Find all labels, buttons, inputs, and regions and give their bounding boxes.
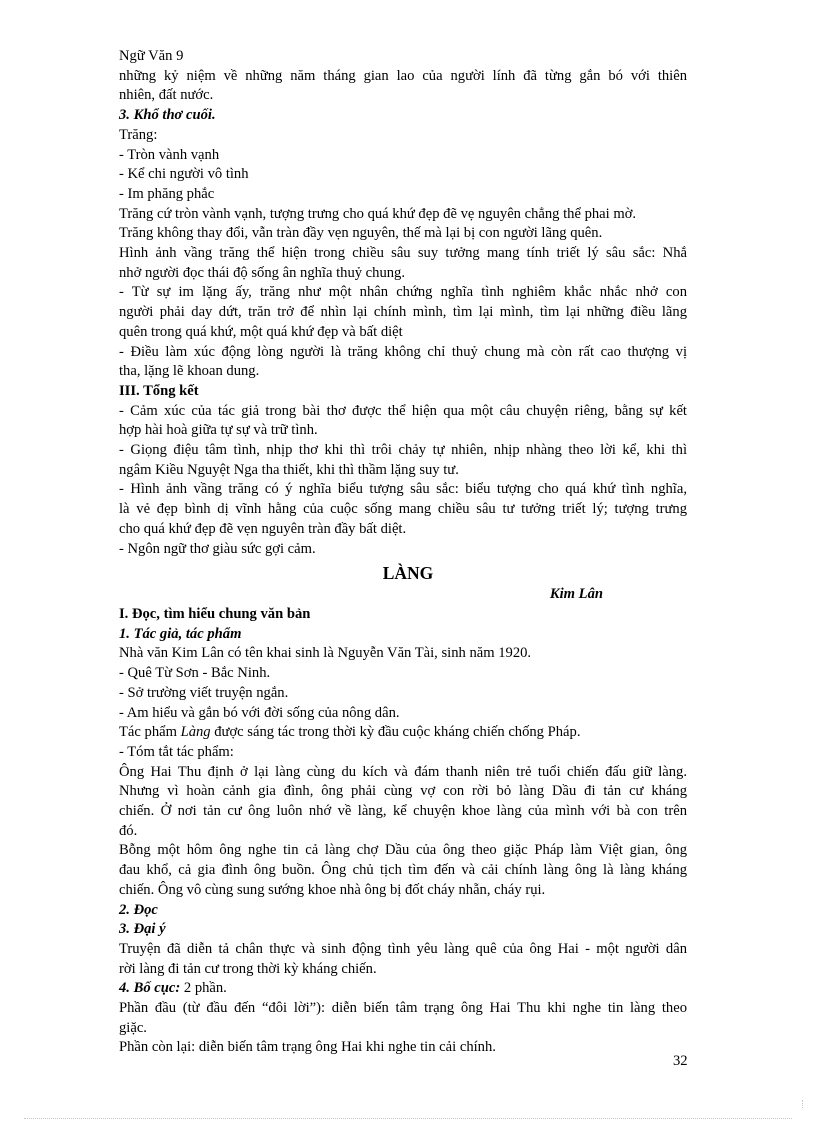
text-line: - Im phăng phắc bbox=[119, 185, 215, 202]
text-line: tha, lặng lẽ khoan dung. bbox=[119, 363, 260, 380]
text-line: Phần còn lại: diễn biến tâm trạng ông Hai khi nghe tin cải chính. bbox=[119, 1039, 496, 1056]
text-line: người phải day dứt, trăn trở để nhìn lại chính mình, tìm lại mình, tìm lại những điều lãng bbox=[119, 304, 687, 321]
author-facts bbox=[119, 644, 687, 723]
section-heading-summary: III. Tổng kết bbox=[119, 382, 199, 399]
subsection-heading-author-work: 1. Tác giả, tác phẩm bbox=[119, 625, 242, 642]
paragraph bbox=[119, 841, 687, 900]
text-line: những kỷ niệm về những năm tháng gian lao của người lính đã từng gắn bó với thiên bbox=[119, 67, 687, 84]
text-line: nhở người đọc thái độ sống ân nghĩa thuỷ chung. bbox=[119, 264, 405, 281]
work-prefix: Tác phẩm bbox=[119, 724, 181, 741]
text-line: Nhà văn Kim Lân có tên khai sinh là Nguyễn Văn Tài, sinh năm 1920. bbox=[119, 645, 532, 662]
text-line: - Quê Từ Sơn - Bắc Ninh. bbox=[119, 665, 271, 682]
text-line: Truyện đã diễn tả chân thực và sinh động tình yêu làng quê của ông Hai - một người dân bbox=[119, 940, 687, 957]
text-line: hợp hài hoà giữa tự sự và trữ tình. bbox=[119, 422, 318, 439]
text-line: - Sở trường viết truyện ngắn. bbox=[119, 684, 289, 701]
text-line: - Kể chi người vô tình bbox=[119, 166, 249, 183]
moon-traits-list bbox=[119, 126, 687, 244]
story-author: Kim Lân bbox=[549, 586, 603, 603]
text-line: đó. bbox=[119, 822, 138, 839]
work-suffix: được sáng tác trong thời kỳ đầu cuộc kháng chiến chống Pháp. bbox=[210, 724, 581, 741]
text-line: Trăng: bbox=[119, 126, 158, 143]
text-line: - Từ sự im lặng ấy, trăng như một nhân chứng nghĩa tình nghiêm khắc nhắc nhở con bbox=[119, 284, 687, 301]
page-content bbox=[119, 47, 687, 1058]
page-corner-mark bbox=[802, 1100, 805, 1108]
text-line: Ông Hai Thu định ở lại làng cùng du kích và đám thanh niên trẻ tuổi chiến đấu giữ làng. bbox=[119, 763, 687, 780]
text-line: Trăng cứ tròn vành vạnh, tượng trưng cho quá khứ đẹp đẽ vẹ nguyên chẳng thể phai mờ. bbox=[119, 205, 637, 222]
paragraph bbox=[119, 343, 687, 382]
structure-line bbox=[119, 979, 687, 999]
text-line: Phần đầu (từ đầu đến “đôi lời”): diễn biến tâm trạng ông Hai Thu khi nghe tin làng theo bbox=[119, 1000, 687, 1017]
text-line: - Hình ảnh vầng trăng có ý nghĩa biểu tượng sâu sắc: biểu tượng cho quá khứ tình nghĩa, bbox=[119, 481, 687, 498]
text-line: là vẻ đẹp bình dị vĩnh hằng của cuộc sống mang chiều sâu tư tưởng triết lý; tượng trưng bbox=[119, 501, 687, 518]
text-line: - Ngôn ngữ thơ giàu sức gợi cảm. bbox=[119, 540, 316, 557]
page-bottom-rule bbox=[24, 1118, 792, 1119]
text-line: quên trong quá khứ, một quá khứ đẹp và bất diệt bbox=[119, 323, 403, 340]
paragraph bbox=[119, 244, 687, 283]
text-line: cho quá khứ đẹp đẽ vẹn nguyên tràn đầy bất diệt. bbox=[119, 520, 407, 537]
paragraph bbox=[119, 763, 687, 842]
paragraph bbox=[119, 480, 687, 539]
section-heading-last-stanza: 3. Khổ thơ cuối. bbox=[119, 107, 216, 124]
work-line bbox=[119, 723, 687, 743]
structure-count: 2 phần. bbox=[180, 980, 227, 997]
subsection-heading-main-idea: 3. Đại ý bbox=[119, 921, 166, 938]
page-number: 32 bbox=[673, 1053, 688, 1069]
work-title: Làng bbox=[180, 724, 211, 741]
text-line: đau khổ, cả gia đình ông buồn. Ông chủ tịch tìm đến và cải chính làng ông là làng kháng bbox=[119, 862, 687, 879]
text-line: - Tròn vành vạnh bbox=[119, 146, 220, 163]
text-line: Trăng không thay đổi, vẫn tràn đầy vẹn nguyên, thế mà lại bị con người lãng quên. bbox=[119, 225, 603, 242]
text-line: - Giọng điệu tâm tình, nhịp thơ khi thì trôi chảy tự nhiên, nhịp nhàng theo lời kể, khi thì bbox=[119, 442, 687, 459]
paragraph bbox=[119, 283, 687, 342]
text-line: rời làng đi tản cư trong thời kỳ kháng chiến. bbox=[119, 960, 377, 977]
subsection-heading-structure: 4. Bố cục: bbox=[119, 980, 181, 997]
text-line: Hình ảnh vầng trăng thể hiện trong chiều sâu suy tưởng mang tính triết lý sâu sắc: Nhắ bbox=[119, 245, 687, 262]
paragraph bbox=[119, 940, 687, 979]
text-line: - Cảm xúc của tác giả trong bài thơ được thể hiện qua một câu chuyện riêng, bằng sự kết bbox=[119, 402, 687, 419]
paragraph bbox=[119, 402, 687, 441]
paragraph bbox=[119, 441, 687, 480]
text-line: - Am hiểu và gắn bó với đời sống của nông dân. bbox=[119, 704, 400, 721]
text-line: ngâm Kiều Nguyệt Nga tha thiết, khi thì thầm lặng suy tư. bbox=[119, 461, 459, 478]
summary-label: - Tóm tắt tác phẩm: bbox=[119, 743, 234, 760]
subsection-heading-reading: 2. Đọc bbox=[119, 901, 158, 918]
running-header: Ngữ Văn 9 bbox=[119, 48, 184, 64]
text-line: giặc. bbox=[119, 1019, 147, 1036]
text-line: chiến. Ở nơi tản cư ông luôn nhớ về làng, kể chuyện khoe làng của mình với bà con trên bbox=[119, 803, 687, 820]
paragraph bbox=[119, 999, 687, 1038]
text-line: Bỗng một hôm ông nghe tin cả làng chợ Dầu của ông theo giặc Pháp làm Việt gian, ông bbox=[119, 842, 687, 859]
story-title: LÀNG bbox=[382, 563, 434, 584]
text-line: Nhưng vì hoàn cảnh gia đình, ông phải cùng vợ con rời bỏ làng Dầu đi tản cư kháng bbox=[119, 783, 687, 800]
text-line: - Điều làm xúc động lòng người là trăng không chỉ thuỷ chung mà còn rất cao thượng vị bbox=[119, 343, 687, 360]
text-line: chiến. Ông vô cùng sung sướng khoe nhà ông bị đốt cháy nhẵn, cháy rụi. bbox=[119, 881, 546, 898]
intro-paragraph bbox=[119, 67, 687, 106]
section-heading-part1: I. Đọc, tìm hiểu chung văn bản bbox=[119, 605, 311, 622]
text-line: nhiên, đất nước. bbox=[119, 87, 214, 104]
